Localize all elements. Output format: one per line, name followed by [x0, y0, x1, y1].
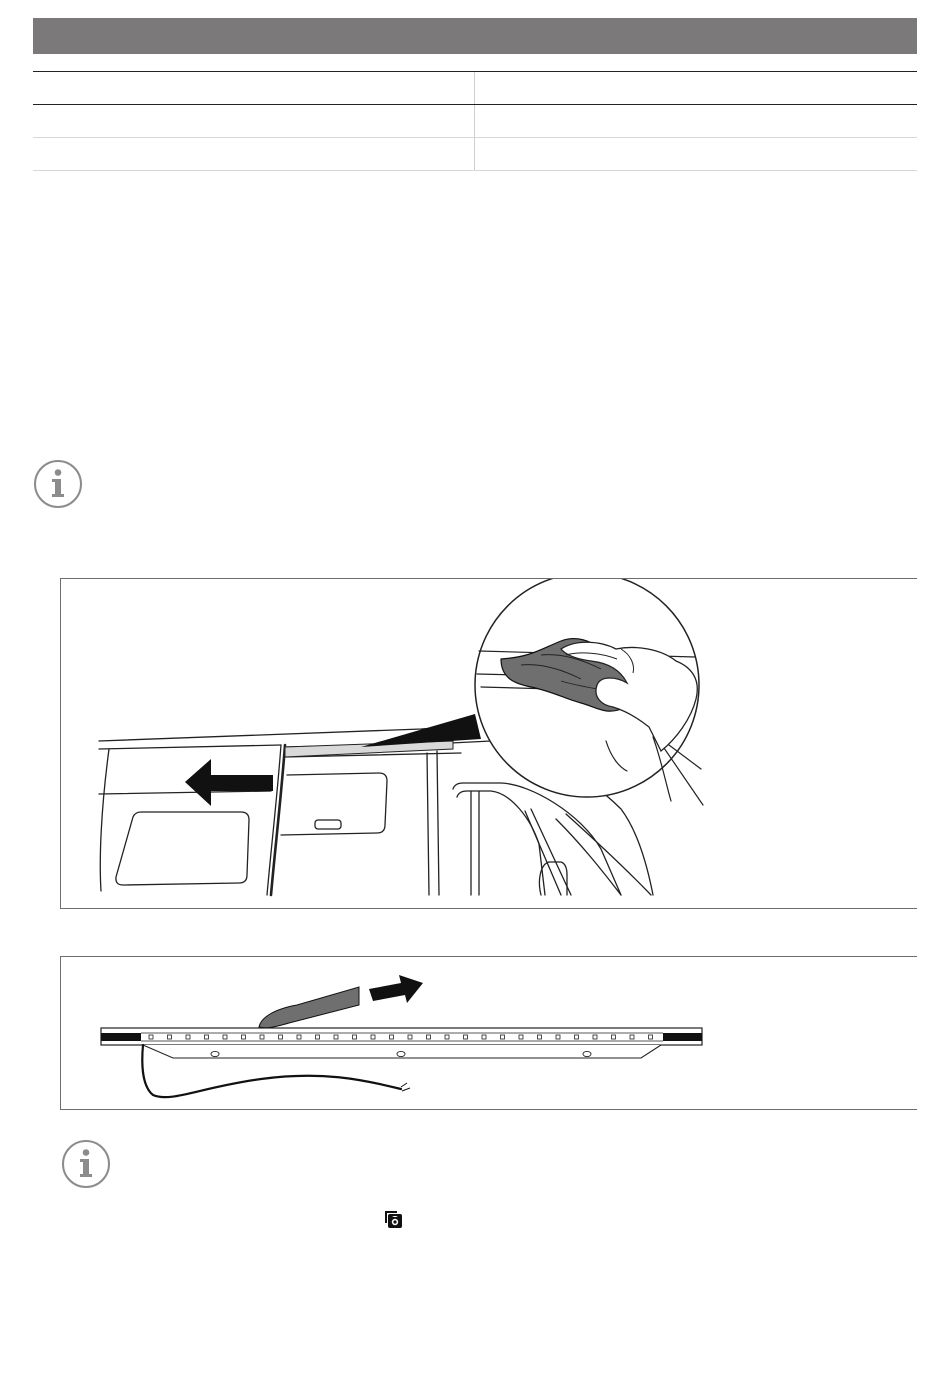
led-dot	[501, 1035, 505, 1039]
led-dot	[297, 1035, 301, 1039]
led-dot	[334, 1035, 338, 1039]
led-dot	[649, 1035, 653, 1039]
led-dot	[353, 1035, 357, 1039]
table-cell-value	[474, 105, 918, 137]
led-dot	[279, 1035, 283, 1039]
led-dot	[205, 1035, 209, 1039]
led-strip-illustration	[61, 957, 918, 1111]
led-dot	[316, 1035, 320, 1039]
van-roof-illustration	[61, 579, 918, 910]
table-cell-label	[33, 105, 474, 137]
arrow-right-icon	[369, 975, 423, 1003]
led-dot	[242, 1035, 246, 1039]
led-dot	[408, 1035, 412, 1039]
led-dot	[464, 1035, 468, 1039]
table-cell-value	[474, 72, 918, 104]
table-cell-value	[474, 138, 918, 170]
led-dot	[612, 1035, 616, 1039]
magnifier-detail	[475, 579, 703, 805]
table-cell-label	[33, 138, 474, 170]
led-dot	[186, 1035, 190, 1039]
led-dot	[630, 1035, 634, 1039]
led-dot	[538, 1035, 542, 1039]
led-dot	[168, 1035, 172, 1039]
table-row	[33, 71, 917, 105]
camera-icon	[382, 1208, 404, 1230]
led-dot	[575, 1035, 579, 1039]
led-dot	[149, 1035, 153, 1039]
led-dot	[593, 1035, 597, 1039]
info-icon	[61, 1139, 111, 1189]
led-dot	[445, 1035, 449, 1039]
led-dot	[260, 1035, 264, 1039]
led-dot	[371, 1035, 375, 1039]
table-row	[33, 105, 917, 138]
section-header-bar	[33, 18, 917, 54]
led-dot	[519, 1035, 523, 1039]
led-dot	[223, 1035, 227, 1039]
led-dot	[556, 1035, 560, 1039]
spec-table	[33, 71, 917, 171]
table-row	[33, 138, 917, 171]
figure-led-strip-tape	[60, 956, 917, 1110]
table-cell-label	[33, 72, 474, 104]
figure-van-roof-cleaning	[60, 578, 917, 909]
led-dot	[390, 1035, 394, 1039]
arrow-left-icon	[185, 759, 273, 806]
led-dot	[482, 1035, 486, 1039]
led-dot	[427, 1035, 431, 1039]
info-icon	[33, 459, 83, 509]
